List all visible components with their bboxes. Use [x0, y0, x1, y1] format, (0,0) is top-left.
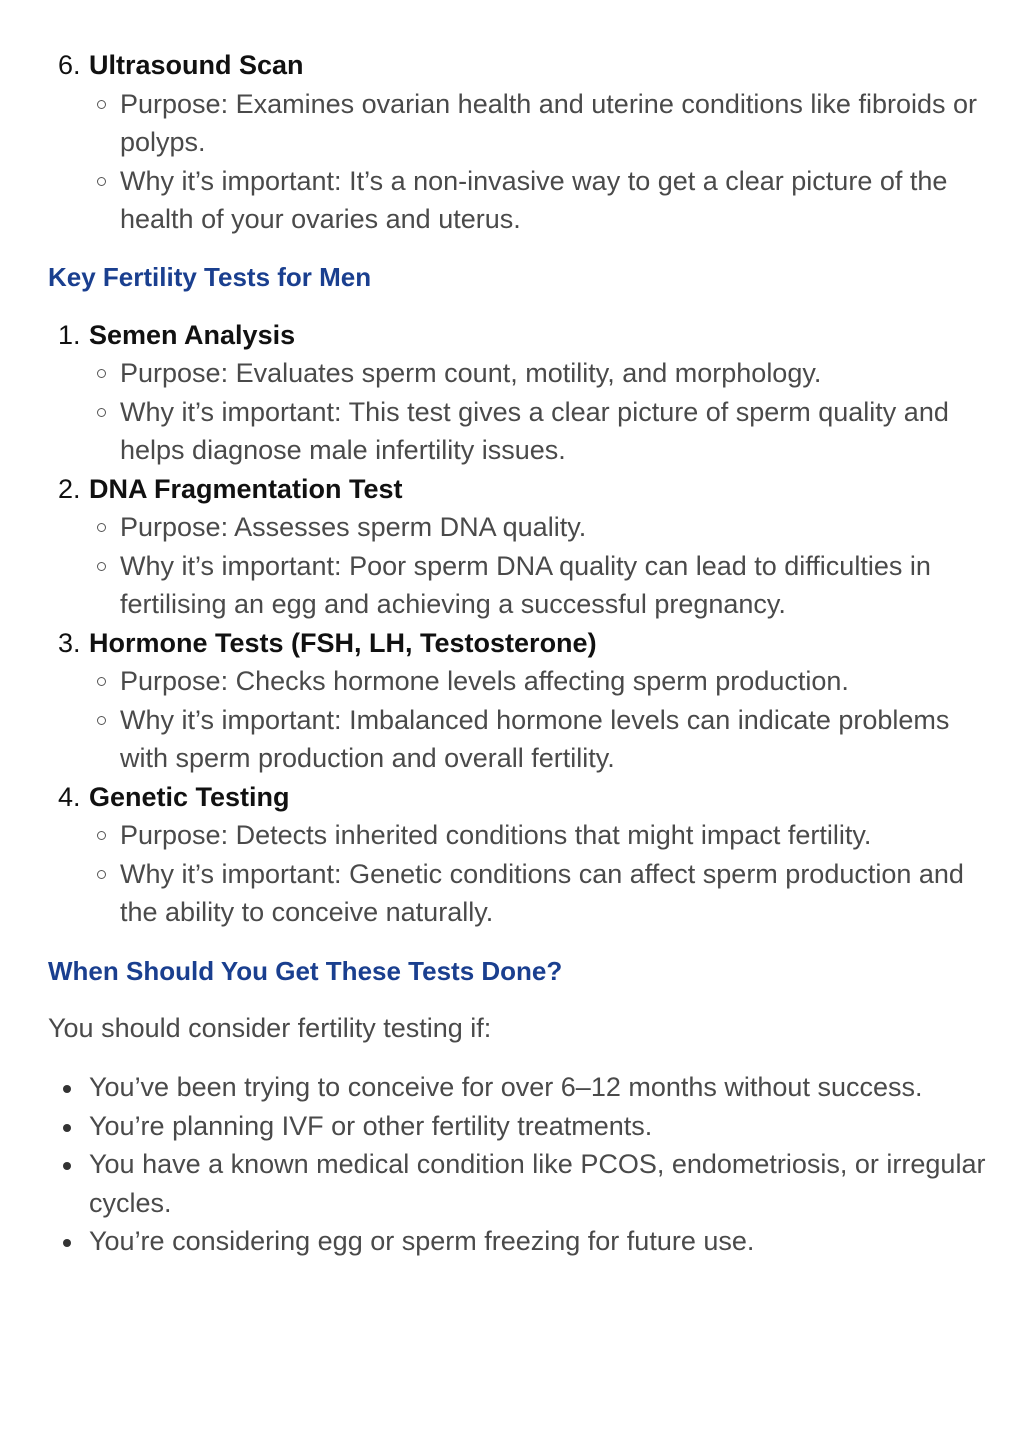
intro-paragraph: You should consider fertility testing if: [48, 1012, 492, 1043]
test-details [89, 508, 988, 624]
test-title: Hormone Tests (FSH, LH, Testosterone) [89, 627, 597, 658]
list-number: 2. [58, 473, 81, 504]
test-title: Semen Analysis [89, 319, 296, 350]
test-details [89, 85, 988, 239]
test-title: DNA Fragmentation Test [89, 473, 403, 504]
list-item: You’re considering egg or sperm freezing for future use. [48, 1222, 988, 1261]
section-heading-when: When Should You Get These Tests Done? [48, 955, 563, 986]
test-item-genetic-testing [48, 778, 988, 932]
list-number: 4. [58, 781, 81, 812]
test-importance: Why it’s important: Genetic conditions can affect sperm production and the ability to conceive naturally. [89, 855, 988, 932]
men-tests-list [48, 316, 988, 932]
test-details [89, 662, 988, 778]
test-importance: Why it’s important: It’s a non-invasive way to get a clear picture of the health of your ovaries and uterus. [89, 162, 988, 239]
test-item-dna-fragmentation [48, 470, 988, 624]
test-purpose: Purpose: Detects inherited conditions that might impact fertility. [89, 816, 988, 855]
test-details [89, 816, 988, 932]
test-item-semen-analysis [48, 316, 988, 470]
article-content [48, 46, 988, 1261]
list-item: You’re planning IVF or other fertility treatments. [48, 1107, 988, 1146]
list-number: 1. [58, 319, 81, 350]
test-purpose: Purpose: Assesses sperm DNA quality. [89, 508, 988, 547]
test-title: Genetic Testing [89, 781, 290, 812]
test-item-hormone-tests [48, 624, 988, 778]
test-purpose: Purpose: Examines ovarian health and uterine conditions like fibroids or polyps. [89, 85, 988, 162]
test-title: Ultrasound Scan [89, 50, 304, 80]
list-number: 3. [58, 627, 81, 658]
test-importance: Why it’s important: Poor sperm DNA quality can lead to difficulties in fertilising an egg and achieving a successful pregnancy. [89, 547, 988, 624]
section-heading-men: Key Fertility Tests for Men [48, 261, 372, 292]
test-purpose: Purpose: Checks hormone levels affecting sperm production. [89, 662, 988, 701]
test-details [89, 354, 988, 470]
test-importance: Why it’s important: Imbalanced hormone levels can indicate problems with sperm production and overall fertility. [89, 701, 988, 778]
when-bullet-list [48, 1068, 988, 1261]
list-number: 6. [58, 50, 81, 80]
list-item: You have a known medical condition like PCOS, endometriosis, or irregular cycles. [48, 1145, 988, 1222]
test-purpose: Purpose: Evaluates sperm count, motility, and morphology. [89, 354, 988, 393]
test-item-ultrasound [48, 46, 988, 239]
list-item: You’ve been trying to conceive for over 6–12 months without success. [48, 1068, 988, 1107]
test-importance: Why it’s important: This test gives a clear picture of sperm quality and helps diagnose male infertility issues. [89, 393, 988, 470]
